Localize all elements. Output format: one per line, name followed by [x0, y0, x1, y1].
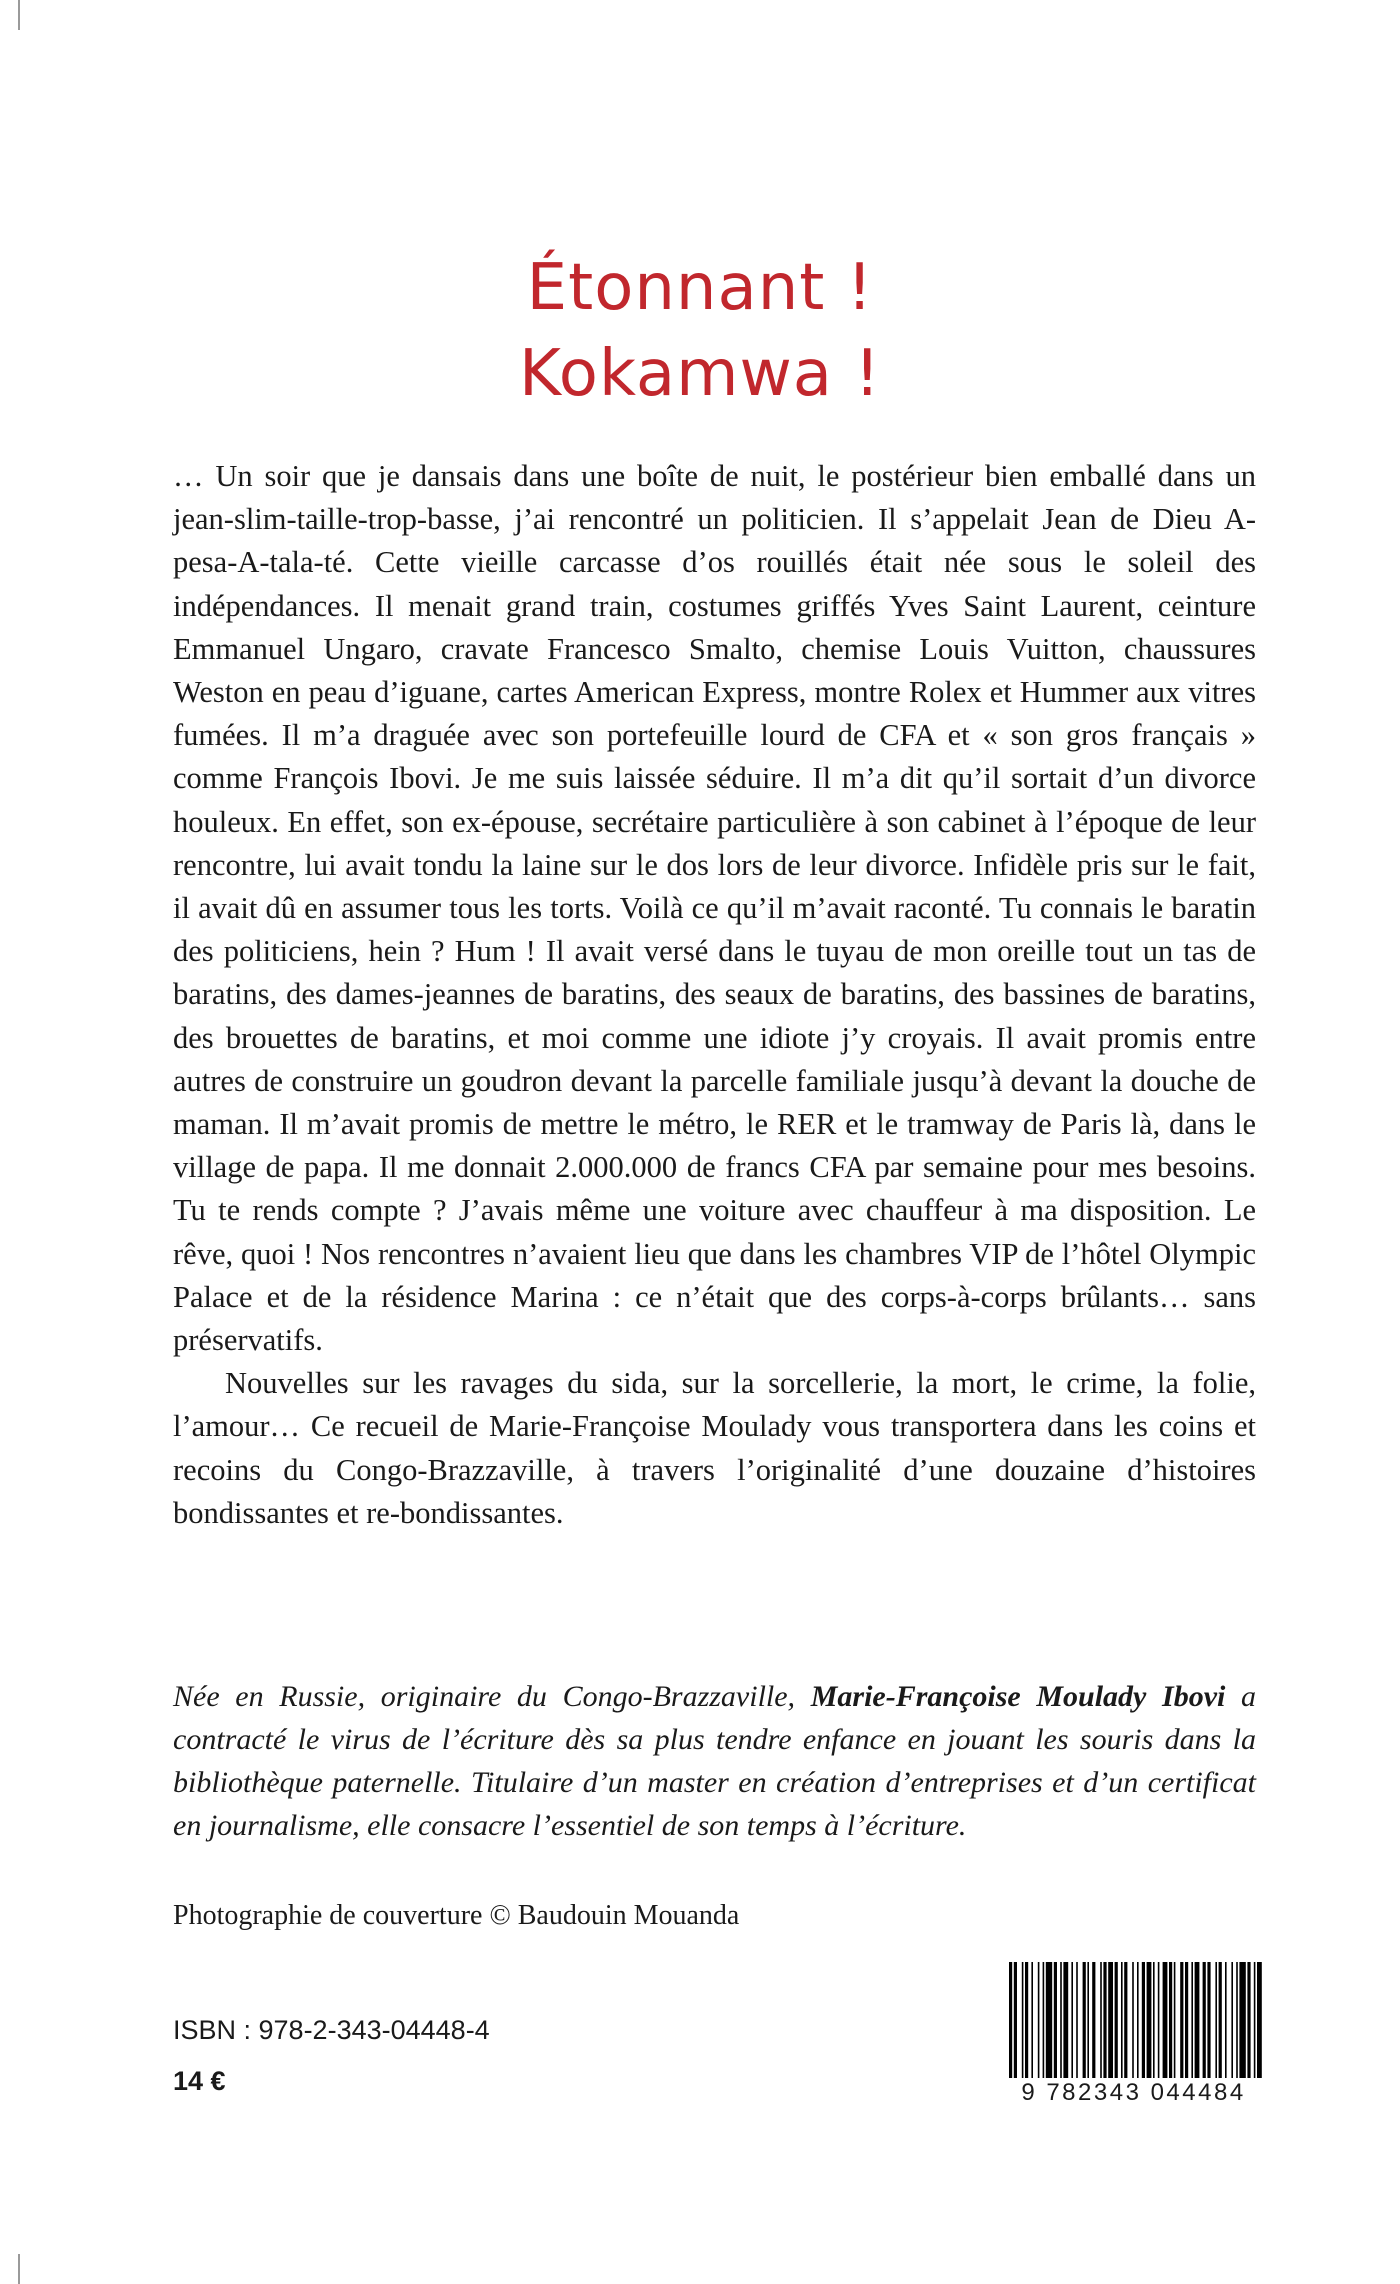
- isbn: ISBN : 978-2-343-04448-4: [173, 2015, 490, 2045]
- barcode-bar: [1147, 1962, 1152, 2080]
- barcode-bars-graphic: [1005, 1962, 1262, 2080]
- barcode-bar: [1207, 1962, 1210, 2080]
- barcode-bar: [1247, 1962, 1250, 2080]
- barcode-bar: [1076, 1962, 1078, 2080]
- crop-mark-bottom: [18, 2254, 20, 2284]
- barcode-bar: [1158, 1962, 1160, 2080]
- barcode-bar: [1239, 1962, 1245, 2080]
- barcode-bar: [1103, 1962, 1106, 2080]
- barcode-digits: 9 782343 044484: [1005, 2078, 1262, 2108]
- barcode-bar: [1153, 1962, 1155, 2080]
- barcode-bar: [1203, 1962, 1206, 2080]
- barcode-bar: [1009, 1962, 1012, 2080]
- barcode-bar: [1060, 1962, 1062, 2080]
- author-bio-intro: Née en Russie, originaire du Congo-Brazzaville,: [173, 1680, 811, 1713]
- blurb: [173, 455, 1256, 1535]
- barcode-bar: [1257, 1962, 1262, 2080]
- barcode-bar: [1092, 1962, 1095, 2080]
- barcode-bar: [1121, 1962, 1123, 2080]
- barcode-bar: [1236, 1962, 1238, 2080]
- barcode-bar: [1100, 1962, 1102, 2080]
- blurb-summary-paragraph: Nouvelles sur les ravages du sida, sur la sorcellerie, la mort, le crime, la folie, l’amour… Ce recueil de Marie-Françoise Moulady vous transportera dans les coins et recoins du Congo-Brazzaville, à travers l’originalité d’une douzaine d’histoires bondissantes et re-bondissantes.: [173, 1366, 1256, 1530]
- crop-mark-top: [18, 0, 20, 30]
- author-bio-text: a contracté le virus de l’écriture dès sa plus tendre enfance en jouant les souris dans la bibliothèque paternelle. Titulaire d’un master en création d’entreprises et d’un certificat en journalisme, elle consacre l’essentiel de son temps à l’écriture.: [173, 1680, 1257, 1842]
- barcode-bar: [1022, 1962, 1024, 2080]
- barcode-bar: [1063, 1962, 1068, 2080]
- barcode-bar: [1137, 1962, 1139, 2080]
- barcode-bar: [1191, 1962, 1193, 2080]
- barcode-bar: [1180, 1962, 1183, 2080]
- barcode-bar: [1038, 1962, 1040, 2080]
- barcode-bar: [1231, 1962, 1233, 2080]
- barcode-bar: [1043, 1962, 1045, 2080]
- barcode: [1005, 1962, 1262, 2110]
- author-bio: [173, 1675, 1256, 1847]
- barcode-bar: [1124, 1962, 1127, 2080]
- barcode-bar: [1083, 1962, 1086, 2080]
- price: 14 €: [173, 2066, 226, 2096]
- barcode-bar: [1014, 1962, 1017, 2080]
- barcode-bar: [1025, 1962, 1028, 2080]
- photo-credit: Photographie de couverture © Baudouin Mouanda: [173, 1900, 740, 1931]
- barcode-bar: [1219, 1962, 1222, 2080]
- blurb-excerpt-paragraph: … Un soir que je dansais dans une boîte de nuit, le postérieur bien emballé dans un jean-slim-taille-trop-basse, j’ai rencontré un politicien. Il s’appelait Jean de Dieu A-pesa-A-tala-té. Cette vieille carcasse d’os rouillés était née sous le soleil des indépendances. Il menait grand train, costumes griffés Yves Saint Laurent, ceinture Emmanuel Ungaro, cravate Francesco Smalto, chemise Louis Vuitton, chaussures Weston en peau d’iguane, cartes American Express, montre Rolex et Hummer aux vitres fumées. Il m’a draguée avec son portefeuille lourd de CFA et « son gros français » comme François Ibovi. Je me suis laissée séduire. Il m’a dit qu’il sortait d’un divorce houleux. En effet, son ex-épouse, secrétaire particulière à son cabinet à l’époque de leur rencontre, lui avait tondu la laine sur le dos lors de leur divorce. Infidèle pris sur le fait, il avait dû en assumer tous les torts. Voilà ce qu’il m’avait raconté. Tu connais le baratin des politiciens, hein ? Hum ! Il avait versé dans le tuyau de mon oreille tout un tas de baratins, des dames-jeannes de baratins, des seaux de baratins, des bassines de baratins, des brouettes de baratins, et moi comme une idiote j’y croyais. Il avait promis entre autres de construire un goudron devant la parcelle familiale jusqu’à devant la douche de maman. Il m’avait promis de mettre le métro, le RER et le tramway de Paris là, dans le village de papa. Il me donnait 2.000.000 de francs CFA par semaine pour mes besoins. Tu te rends compte ? J’avais même une voiture avec chauffeur à ma disposition. Le rêve, quoi ! Nos rencontres n’avaient lieu que dans les chambres VIP de l’hôtel Olympic Palace et de la résidence Marina : ce n’était que des corps-à-corps brûlants… sans préservatifs.: [173, 459, 1256, 1358]
- title-line-1: Étonnant !: [526, 251, 874, 325]
- barcode-bar: [1163, 1962, 1168, 2080]
- barcode-bar: [1254, 1962, 1256, 2080]
- barcode-bar: [1087, 1962, 1089, 2080]
- barcode-bar: [1174, 1962, 1176, 2080]
- barcode-bar: [1195, 1962, 1200, 2080]
- back-cover-title: [0, 245, 1400, 417]
- barcode-bar: [1115, 1962, 1118, 2080]
- barcode-bar: [1169, 1962, 1172, 2080]
- barcode-bar: [1132, 1962, 1134, 2080]
- barcode-bar: [1031, 1962, 1033, 2080]
- barcode-bar: [1185, 1962, 1188, 2080]
- barcode-bar: [1108, 1962, 1113, 2080]
- barcode-bar: [1071, 1962, 1073, 2080]
- title-line-2: Kokamwa !: [519, 337, 881, 411]
- barcode-bar: [1142, 1962, 1145, 2080]
- barcode-bar: [1046, 1962, 1052, 2080]
- barcode-bar: [1215, 1962, 1217, 2080]
- author-name: Marie-Françoise Moulady Ibovi: [810, 1680, 1226, 1713]
- barcode-bar: [1225, 1962, 1227, 2080]
- barcode-bar: [1054, 1962, 1057, 2080]
